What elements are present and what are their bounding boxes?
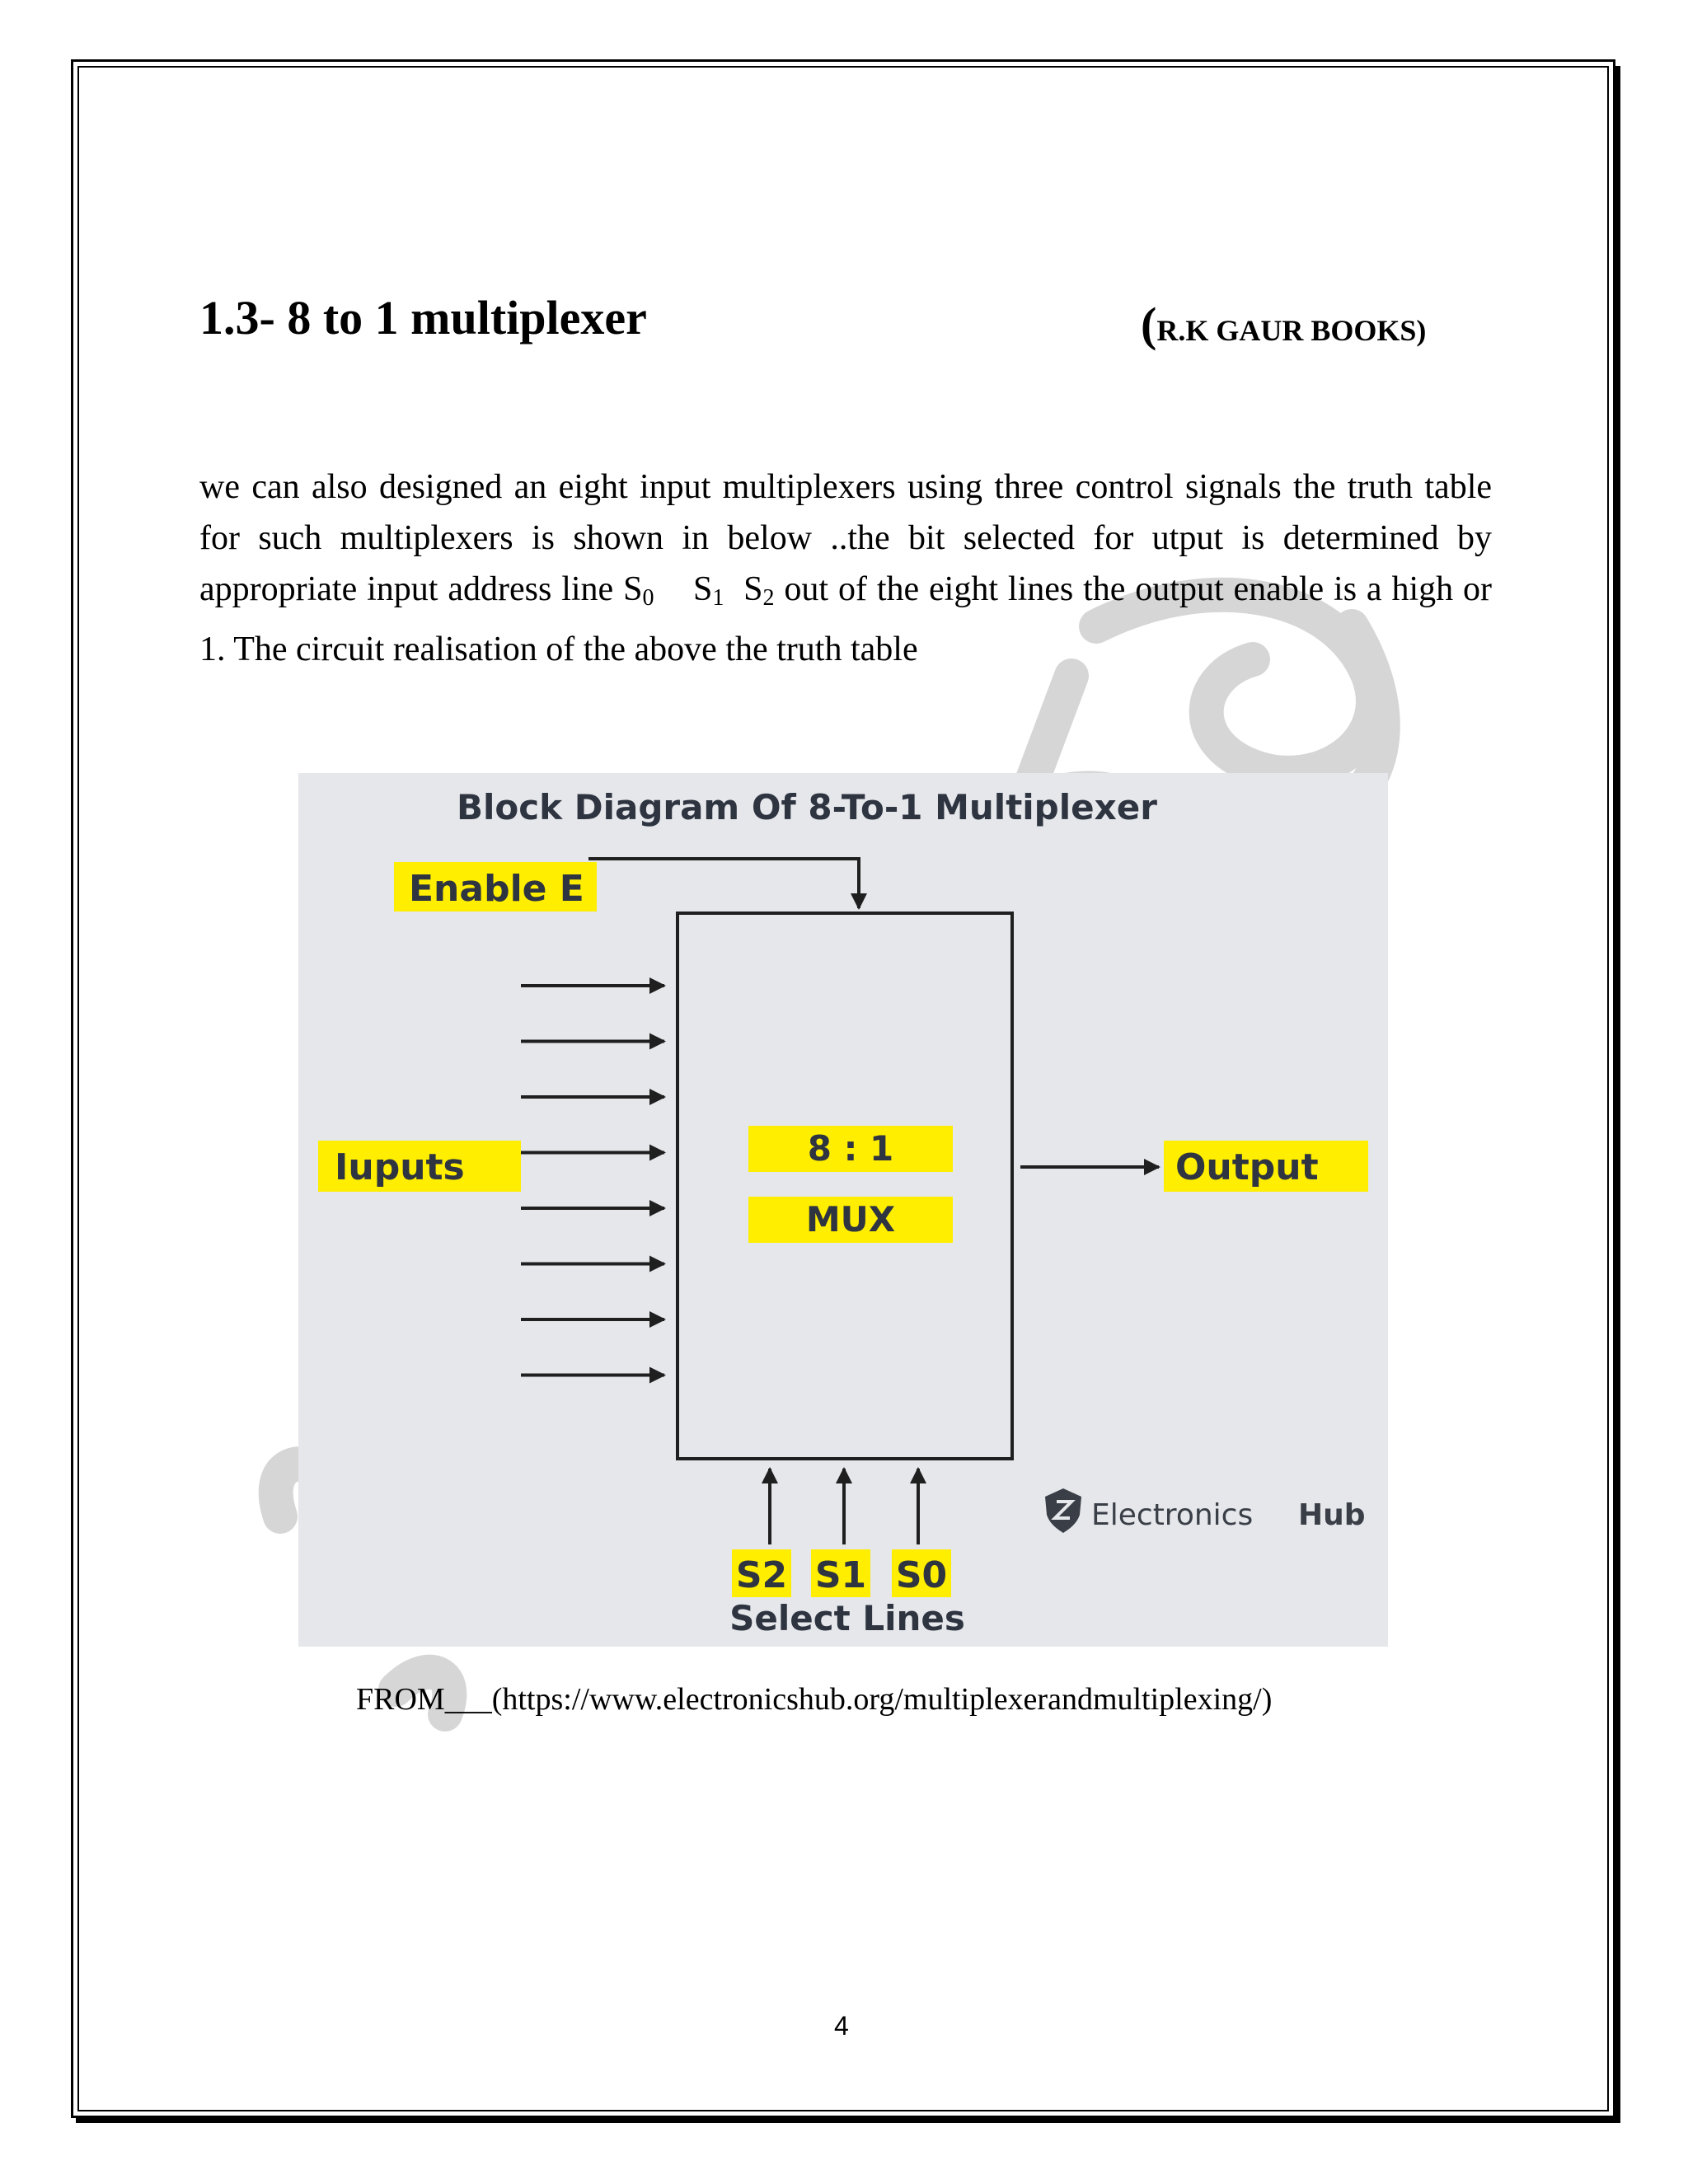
enable-label: Enable E xyxy=(409,868,584,910)
enable-line xyxy=(588,859,859,908)
mux-ratio: 8 : 1 xyxy=(807,1128,894,1169)
select-s1-label: S1 xyxy=(814,1554,867,1596)
section-heading: 1.3- 8 to 1 multiplexer xyxy=(199,291,647,344)
block-diagram-figure xyxy=(298,773,1388,1647)
para-gap2: S xyxy=(724,570,763,608)
brand-bold: Hub xyxy=(1298,1498,1366,1532)
select-lines-caption: Select Lines xyxy=(729,1598,965,1638)
source-citation: FROM___(https://www.electronicshub.org/multiplexerandmultiplexing/) xyxy=(356,1682,1273,1717)
credit-text: R.K GAUR BOOKS) xyxy=(1156,314,1427,347)
sub-s1: 1 xyxy=(712,585,724,611)
output-label: Output xyxy=(1175,1146,1319,1188)
body-paragraph xyxy=(199,462,1492,675)
page-number: 4 xyxy=(834,2011,849,2041)
brand-name: Electronics xyxy=(1091,1498,1254,1532)
diagram-title: Block Diagram Of 8-To-1 Multiplexer xyxy=(457,787,1157,827)
brand-logo xyxy=(1045,1488,1366,1533)
para-part2: out of the eight lines the output enable is a high or 1. The circuit realisation of the above the truth table xyxy=(199,570,1493,668)
mux-block xyxy=(678,913,1012,1459)
credit-open-paren: ( xyxy=(1141,298,1157,351)
page-border-shadow-right xyxy=(1615,66,1620,2123)
select-s2-label: S2 xyxy=(735,1554,788,1596)
select-s0-label: S0 xyxy=(895,1554,948,1596)
block-diagram-svg xyxy=(298,773,1388,1647)
book-credit xyxy=(1141,297,1426,352)
page-border-shadow-bottom xyxy=(76,2118,1620,2123)
sub-s2: 2 xyxy=(762,585,775,611)
para-gap1: S xyxy=(654,570,713,608)
input-arrows xyxy=(521,986,664,1376)
sub-s0: 0 xyxy=(642,585,654,611)
inputs-label: Iuputs xyxy=(335,1146,465,1188)
mux-label: MUX xyxy=(805,1199,896,1240)
para-part1: we can also designed an eight input multiplexers using three control signals the truth table for such multiplexers is shown in below ..the bit selected for utput is determined by appropriate input address line S xyxy=(199,468,1492,608)
